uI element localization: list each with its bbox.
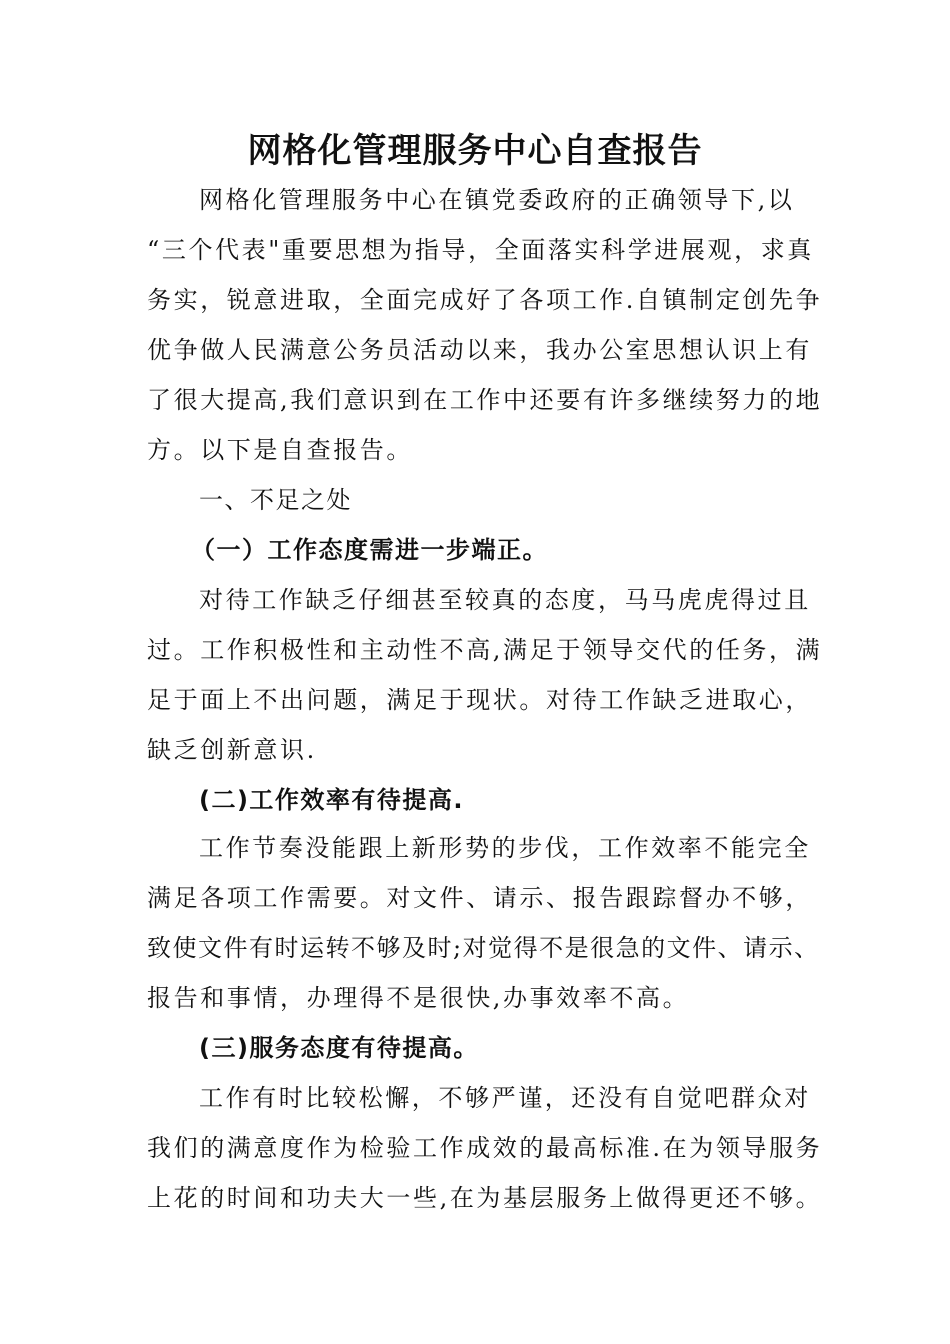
subsection-2-line-4: 报告和事情，办理得不是很快,办事效率不高。 [147,984,690,1012]
intro-line-4: 优争做人民满意公务员活动以来，我办公室思想认识上有 [147,336,812,364]
intro-line-5: 了很大提高,我们意识到在工作中还要有许多继续努力的地 [147,386,823,414]
subsection-heading-1: （一）工作态度需进一步端正。 [191,536,548,564]
intro-line-1: 网格化管理服务中心在镇党委政府的正确领导下,以 [199,186,795,214]
intro-line-2: “三个代表"重要思想为指导，全面落实科学进展观，求真 [147,236,814,264]
subsection-2-line-1: 工作节奏没能跟上新形势的步伐，工作效率不能完全 [199,834,811,862]
subsection-2-line-2: 满足各项工作需要。对文件、请示、报告跟踪督办不够， [147,884,812,912]
subsection-2-line-3: 致使文件有时运转不够及时;对觉得不是很急的文件、请示、 [147,934,820,962]
subsection-3-line-3: 上花的时间和功夫大一些,在为基层服务上做得更还不够。 [147,1184,823,1212]
subsection-3-line-2: 我们的满意度作为检验工作成效的最高标准.在为领导服务 [147,1134,823,1162]
subsection-1-line-3: 足于面上不出问题，满足于现状。对待工作缺乏进取心， [147,686,812,714]
subsection-1-line-2: 过。工作积极性和主动性不高,满足于领导交代的任务，满 [147,636,823,664]
subsection-3-line-1: 工作有时比较松懈，不够严谨，还没有自觉吧群众对 [199,1084,811,1112]
subsection-1-line-1: 对待工作缺乏仔细甚至较真的态度，马马虎虎得过且 [199,586,811,614]
intro-line-6: 方。以下是自查报告。 [147,436,413,464]
section-heading: 一、不足之处 [199,486,352,514]
document-title: 网格化管理服务中心自查报告 [247,131,703,171]
subsection-1-line-4: 缺乏创新意识. [147,736,317,764]
intro-line-3: 务实，锐意进取，全面完成好了各项工作.自镇制定创先争 [147,286,823,314]
subsection-heading-2: (二)工作效率有待提高. [199,786,465,814]
subsection-heading-3: (三)服务态度有待提高。 [199,1034,479,1062]
